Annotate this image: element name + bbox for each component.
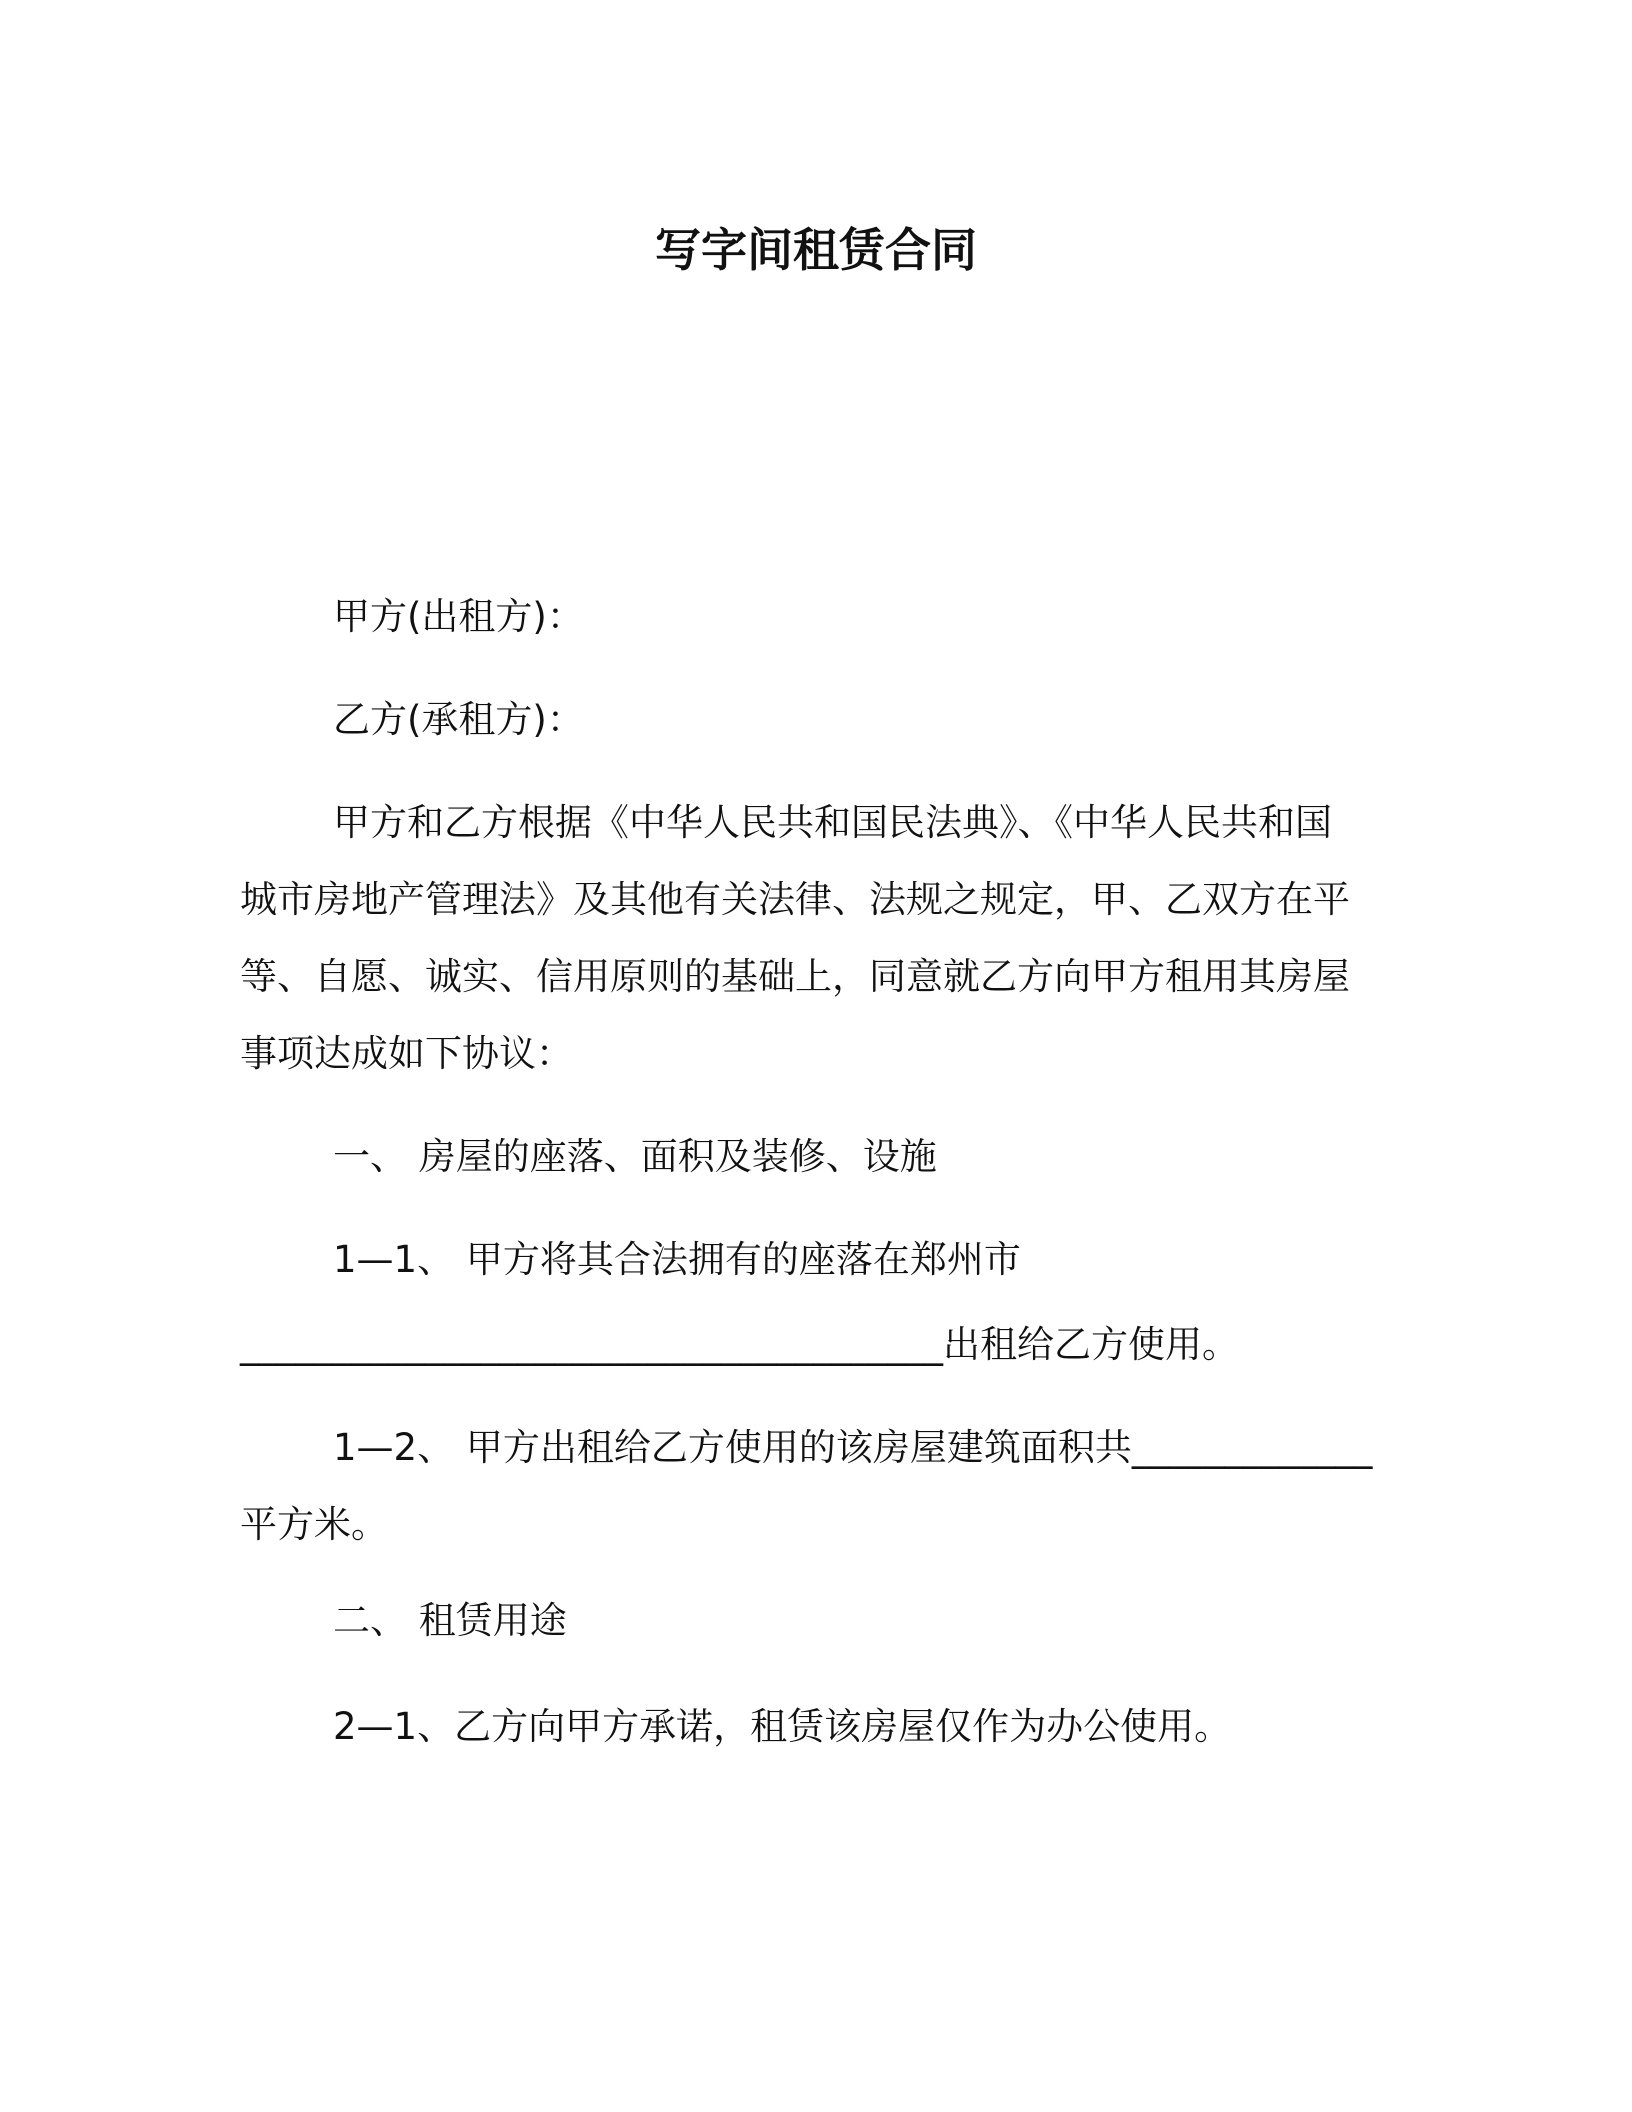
clause-1-2-line-2: 平方米。 bbox=[240, 1503, 388, 1546]
document-title: 写字间租赁合同 bbox=[655, 223, 977, 277]
clause-1-1-line-1: 1—1、 甲方将其合法拥有的座落在郑州市 bbox=[333, 1238, 1021, 1281]
party-b-label: 乙方(承租方)： bbox=[333, 698, 584, 741]
clause-1-2-line-1: 1—2、 甲方出租给乙方使用的该房屋建筑面积共_____________ bbox=[333, 1426, 1373, 1469]
clause-2-1: 2—1、乙方向甲方承诺，租赁该房屋仅作为办公使用。 bbox=[333, 1705, 1232, 1748]
section-1-heading: 一、 房屋的座落、面积及装修、设施 bbox=[333, 1135, 937, 1178]
section-2-heading: 二、 租赁用途 bbox=[333, 1599, 567, 1642]
party-a-label: 甲方(出租方)： bbox=[333, 595, 584, 638]
preamble-line-3: 等、自愿、诚实、信用原则的基础上，同意就乙方向甲方租用其房屋 bbox=[240, 955, 1350, 998]
preamble-line-1: 甲方和乙方根据《中华人民共和国民法典》、《中华人民共和国 bbox=[333, 801, 1332, 844]
preamble-line-2: 城市房地产管理法》及其他有关法律、法规之规定，甲、乙双方在平 bbox=[240, 878, 1350, 921]
preamble-line-4: 事项达成如下协议： bbox=[240, 1032, 573, 1075]
clause-1-1-line-2: ______________________________________出租给乙方使用。 bbox=[240, 1323, 1239, 1366]
